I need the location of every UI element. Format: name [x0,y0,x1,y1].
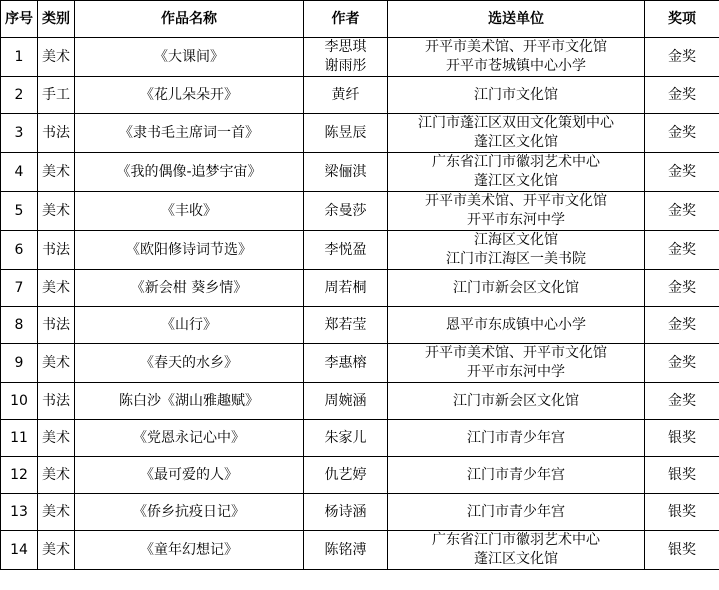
cell-author-line: 黄纤 [331,87,360,103]
cell-award: 金奖 [645,192,719,231]
cell-award: 金奖 [645,153,719,192]
cell-unit [388,383,645,420]
table-row [1,192,719,231]
cell-author-line: 陈铭溥 [324,542,367,558]
cell-no: 9 [1,344,38,383]
cell-unit [388,344,645,383]
cell-category: 手工 [38,77,75,114]
cell-award: 金奖 [645,307,719,344]
cell-title: 《童年幻想记》 [75,531,304,570]
cell-category: 美术 [38,494,75,531]
cell-author [304,344,388,383]
cell-author [304,77,388,114]
cell-category: 书法 [38,114,75,153]
cell-unit-line: 江门市文化馆 [474,87,558,103]
cell-author-line: 周若桐 [324,280,367,296]
table-row [1,307,719,344]
cell-award: 金奖 [645,77,719,114]
cell-category: 美术 [38,457,75,494]
table-row [1,38,719,77]
cell-unit-line: 广东省江门市徽羽艺术中心 [432,532,600,548]
cell-no: 7 [1,270,38,307]
cell-author-line: 陈昱辰 [324,125,367,141]
table-row [1,231,719,270]
cell-award: 银奖 [645,494,719,531]
cell-author-line: 郑若莹 [324,317,367,333]
header-category: 类别 [38,1,75,38]
cell-award: 金奖 [645,114,719,153]
cell-author [304,38,388,77]
cell-unit-line: 江门市青少年宫 [467,430,565,446]
table-row [1,270,719,307]
cell-unit [388,192,645,231]
cell-author-line: 朱家儿 [324,430,367,446]
cell-author-line: 余曼莎 [324,203,367,219]
cell-author [304,494,388,531]
cell-title: 《欧阳修诗词节选》 [75,231,304,270]
cell-unit-line: 蓬江区文化馆 [474,173,558,189]
cell-no: 6 [1,231,38,270]
cell-title: 《丰收》 [75,192,304,231]
cell-unit [388,531,645,570]
cell-category: 美术 [38,531,75,570]
cell-title: 《隶书毛主席词一首》 [75,114,304,153]
cell-author-line: 谢雨彤 [324,58,367,74]
cell-author [304,270,388,307]
cell-unit-line: 开平市美术馆、开平市文化馆 [425,39,607,55]
cell-unit-line: 江门市江海区一美书院 [446,251,586,267]
cell-unit-line: 江门市新会区文化馆 [453,280,579,296]
cell-category: 美术 [38,153,75,192]
cell-unit [388,307,645,344]
cell-award: 金奖 [645,344,719,383]
cell-no: 4 [1,153,38,192]
cell-author-line: 梁俪淇 [324,164,367,180]
cell-no: 5 [1,192,38,231]
cell-author-line: 李思琪 [324,39,367,55]
table-row [1,531,719,570]
cell-author-line: 周婉涵 [324,393,367,409]
cell-author-line: 李惠榕 [324,355,367,371]
cell-title: 陈白沙《湖山雅趣赋》 [75,383,304,420]
cell-unit-line: 蓬江区文化馆 [474,551,558,567]
cell-title: 《侨乡抗疫日记》 [75,494,304,531]
cell-category: 美术 [38,344,75,383]
cell-unit-line: 开平市苍城镇中心小学 [446,58,586,74]
cell-no: 14 [1,531,38,570]
cell-author [304,531,388,570]
cell-category: 美术 [38,420,75,457]
cell-author [304,153,388,192]
cell-title: 《最可爱的人》 [75,457,304,494]
cell-award: 银奖 [645,457,719,494]
cell-unit-line: 开平市美术馆、开平市文化馆 [425,193,607,209]
cell-category: 美术 [38,38,75,77]
header-no: 序号 [1,1,38,38]
header-row [1,1,719,38]
cell-title: 《大课间》 [75,38,304,77]
table-row [1,77,719,114]
cell-title: 《花儿朵朵开》 [75,77,304,114]
header-unit: 选送单位 [388,1,645,38]
cell-unit-line: 江海区文化馆 [474,232,558,248]
cell-no: 2 [1,77,38,114]
cell-no: 10 [1,383,38,420]
header-title: 作品名称 [75,1,304,38]
cell-category: 书法 [38,307,75,344]
cell-title: 《山行》 [75,307,304,344]
table-row [1,494,719,531]
cell-author [304,114,388,153]
cell-category: 书法 [38,231,75,270]
cell-unit [388,114,645,153]
header-award: 奖项 [645,1,719,38]
cell-author [304,420,388,457]
cell-award: 金奖 [645,383,719,420]
cell-unit-line: 江门市蓬江区双田文化策划中心 [418,115,614,131]
cell-unit-line: 开平市东河中学 [467,364,565,380]
cell-author [304,231,388,270]
cell-category: 美术 [38,270,75,307]
cell-unit-line: 开平市东河中学 [467,212,565,228]
table-row [1,153,719,192]
cell-author [304,457,388,494]
table-row [1,420,719,457]
cell-no: 13 [1,494,38,531]
cell-no: 8 [1,307,38,344]
cell-author [304,383,388,420]
cell-unit [388,270,645,307]
cell-unit-line: 开平市美术馆、开平市文化馆 [425,345,607,361]
table-row [1,457,719,494]
cell-no: 1 [1,38,38,77]
cell-author-line: 仇艺婷 [324,467,367,483]
cell-author [304,192,388,231]
cell-unit [388,77,645,114]
cell-title: 《春天的水乡》 [75,344,304,383]
table-row [1,114,719,153]
cell-no: 11 [1,420,38,457]
cell-title: 《党恩永记心中》 [75,420,304,457]
cell-unit [388,494,645,531]
cell-title: 《我的偶像-追梦宇宙》 [75,153,304,192]
cell-unit [388,457,645,494]
cell-no: 12 [1,457,38,494]
cell-unit [388,38,645,77]
cell-author-line: 杨诗涵 [324,504,367,520]
cell-category: 书法 [38,383,75,420]
cell-award: 银奖 [645,531,719,570]
cell-award: 金奖 [645,270,719,307]
cell-unit [388,420,645,457]
table-body [1,38,719,570]
cell-unit [388,231,645,270]
table-row [1,383,719,420]
cell-author [304,307,388,344]
cell-unit-line: 江门市青少年宫 [467,504,565,520]
cell-unit-line: 广东省江门市徽羽艺术中心 [432,154,600,170]
cell-award: 金奖 [645,231,719,270]
cell-unit-line: 恩平市东成镇中心小学 [446,317,586,333]
cell-unit-line: 江门市青少年宫 [467,467,565,483]
cell-unit-line: 江门市新会区文化馆 [453,393,579,409]
cell-award: 金奖 [645,38,719,77]
cell-award: 银奖 [645,420,719,457]
cell-unit-line: 蓬江区文化馆 [474,134,558,150]
cell-no: 3 [1,114,38,153]
cell-title: 《新会柑 葵乡情》 [75,270,304,307]
cell-author-line: 李悦盈 [324,242,367,258]
cell-unit [388,153,645,192]
table-row [1,344,719,383]
header-author: 作者 [304,1,388,38]
cell-category: 美术 [38,192,75,231]
